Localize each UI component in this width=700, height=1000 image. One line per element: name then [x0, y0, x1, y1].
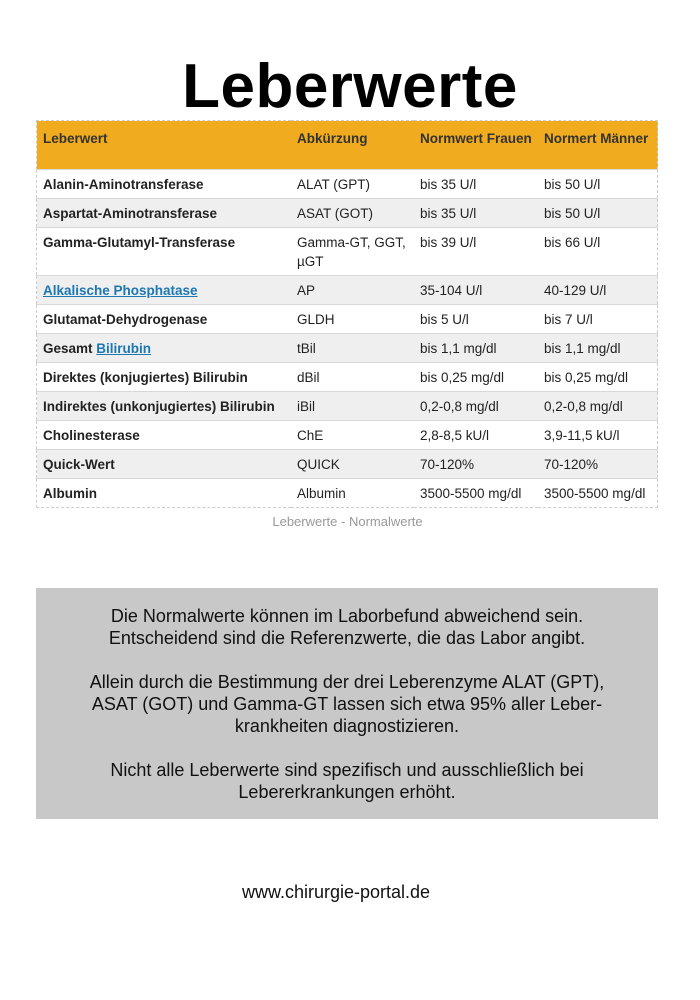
- page-title: Leberwerte: [182, 52, 518, 121]
- row-women-value: bis 39 U/l: [414, 228, 538, 276]
- info-box: [36, 588, 658, 819]
- row-abbreviation: GLDH: [291, 305, 414, 334]
- table-row: [37, 305, 658, 334]
- table-row: [37, 228, 658, 276]
- row-abbreviation: Albumin: [291, 479, 414, 508]
- row-name: Cholinesterase: [37, 421, 292, 450]
- row-name: Aspartat-Aminotransferase: [37, 199, 292, 228]
- row-men-value: 0,2-0,8 mg/dl: [538, 392, 658, 421]
- row-women-value: 3500-5500 mg/dl: [414, 479, 538, 508]
- row-abbreviation: tBil: [291, 334, 414, 363]
- header-leberwert: Leberwert: [37, 121, 292, 170]
- row-abbreviation: iBil: [291, 392, 414, 421]
- table-caption: Leberwerte - Normalwerte: [272, 514, 423, 529]
- row-women-value: bis 35 U/l: [414, 199, 538, 228]
- table-row: [37, 334, 658, 363]
- row-abbreviation: AP: [291, 276, 414, 305]
- row-women-value: bis 35 U/l: [414, 170, 538, 199]
- row-women-value: bis 0,25 mg/dl: [414, 363, 538, 392]
- header-abkuerzung: Abkürzung: [291, 121, 414, 170]
- table-header-row: [37, 121, 658, 170]
- row-women-value: 0,2-0,8 mg/dl: [414, 392, 538, 421]
- row-name: Alanin-Aminotransferase: [37, 170, 292, 199]
- row-name: [37, 276, 292, 305]
- table-row: [37, 170, 658, 199]
- row-men-value: 40-129 U/l: [538, 276, 658, 305]
- row-women-value: bis 5 U/l: [414, 305, 538, 334]
- content: [36, 120, 659, 819]
- liver-values-table: [36, 120, 658, 508]
- row-women-value: bis 1,1 mg/dl: [414, 334, 538, 363]
- bilirubin-link[interactable]: Bilirubin: [96, 341, 152, 356]
- row-abbreviation: ALAT (GPT): [291, 170, 414, 199]
- row-women-value: 2,8-8,5 kU/l: [414, 421, 538, 450]
- row-abbreviation: QUICK: [291, 450, 414, 479]
- table-row: [37, 199, 658, 228]
- row-abbreviation: dBil: [291, 363, 414, 392]
- header-frauen: Normwert Frauen: [414, 121, 538, 170]
- info-paragraph: Allein durch die Bestimmung der drei Leberenzyme ALAT (GPT), ASAT (GOT) und Gamma-GT lassen sich etwa 95% aller Leber-krankheiten diagnostizieren.: [89, 672, 605, 736]
- alkalische-phosphatase-link[interactable]: Alkalische Phosphatase: [43, 283, 198, 298]
- table-row: [37, 276, 658, 305]
- row-name: Gamma-Glutamyl-Transferase: [37, 228, 292, 276]
- table-row: [37, 450, 658, 479]
- row-abbreviation: ASAT (GOT): [291, 199, 414, 228]
- header-maenner: Normert Männer: [538, 121, 658, 170]
- row-name: Quick-Wert: [37, 450, 292, 479]
- row-name: Glutamat-Dehydrogenase: [37, 305, 292, 334]
- footer-url: www.chirurgie-portal.de: [241, 882, 431, 902]
- row-men-value: bis 50 U/l: [538, 199, 658, 228]
- row-name: Indirektes (unkonjugiertes) Bilirubin: [37, 392, 292, 421]
- row-men-value: bis 66 U/l: [538, 228, 658, 276]
- table-row: [37, 363, 658, 392]
- info-paragraph: Die Normalwerte können im Laborbefund abweichend sein. Entscheidend sind die Referenzwerte, die das Labor angibt.: [108, 606, 586, 648]
- row-name: [37, 334, 292, 363]
- table-row: [37, 392, 658, 421]
- row-men-value: bis 0,25 mg/dl: [538, 363, 658, 392]
- row-men-value: bis 1,1 mg/dl: [538, 334, 658, 363]
- row-men-value: bis 7 U/l: [538, 305, 658, 334]
- row-women-value: 70-120%: [414, 450, 538, 479]
- row-men-value: 3,9-11,5 kU/l: [538, 421, 658, 450]
- row-name-text: Gesamt: [43, 341, 93, 356]
- row-abbreviation: Gamma-GT, GGT, µGT: [291, 228, 414, 276]
- row-women-value: 35-104 U/l: [414, 276, 538, 305]
- table-row: [37, 421, 658, 450]
- row-men-value: bis 50 U/l: [538, 170, 658, 199]
- table-row: [37, 479, 658, 508]
- row-name: Direktes (konjugiertes) Bilirubin: [37, 363, 292, 392]
- row-men-value: 3500-5500 mg/dl: [538, 479, 658, 508]
- row-name: Albumin: [37, 479, 292, 508]
- info-paragraph: Nicht alle Leberwerte sind spezifisch und ausschließlich bei Lebererkrankungen erhöht.: [110, 760, 584, 802]
- row-abbreviation: ChE: [291, 421, 414, 450]
- row-men-value: 70-120%: [538, 450, 658, 479]
